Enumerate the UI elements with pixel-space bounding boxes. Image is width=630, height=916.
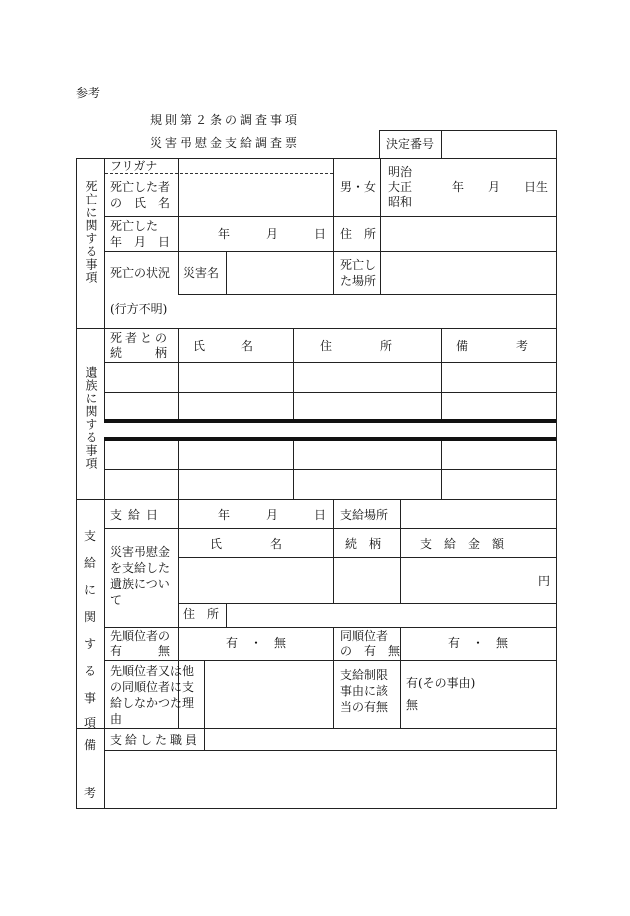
form-title: 災害弔慰金支給調査票 <box>150 136 301 150</box>
payment-heading-char: 給 <box>83 556 96 570</box>
prior-label-2: 有 無 <box>110 644 171 658</box>
era-taisho[interactable]: 大正 <box>388 180 413 194</box>
yen-unit: 円 <box>538 574 551 588</box>
decision-number-label: 決定番号 <box>386 137 435 151</box>
death-date-field[interactable]: 年 月 日 <box>218 227 327 241</box>
death-place-label-2: た場所 <box>340 274 377 288</box>
death-section-heading: 死亡に関する事項 <box>84 180 98 284</box>
disaster-name-label: 災害名 <box>183 266 220 280</box>
address-field[interactable] <box>382 218 554 250</box>
same-label-2: の 有 無 <box>340 644 401 658</box>
family-row[interactable] <box>105 364 555 391</box>
recipient-relation-field[interactable] <box>335 559 399 602</box>
relation-header-1: 死者との <box>110 331 171 345</box>
recipient-label-2: を支給した <box>110 561 171 575</box>
decision-number-field[interactable] <box>442 131 555 158</box>
death-date-label-1: 死亡した <box>110 219 159 233</box>
restrict-label-1: 支給制限 <box>340 668 389 682</box>
era-showa[interactable]: 昭和 <box>388 195 413 209</box>
family-section-heading: 遺族に関する事項 <box>84 366 98 470</box>
pay-date-field[interactable]: 年 月 日 <box>218 508 327 522</box>
family-address-header: 住 所 <box>320 339 393 353</box>
restrict-label-2: 事由に該 <box>340 684 389 698</box>
pay-place-field[interactable] <box>402 501 554 527</box>
reason-label-4: 由 <box>110 712 123 726</box>
situation-detail-field[interactable] <box>180 296 554 327</box>
birth-date-field[interactable]: 年 月 日生 <box>452 180 549 194</box>
deceased-name-label-2: の 氏 名 <box>110 196 171 210</box>
recipient-label-3: 遺族につい <box>110 577 170 591</box>
pay-date-label: 支給日 <box>110 508 165 522</box>
sex-selector[interactable]: 男・女 <box>340 180 377 194</box>
same-label-1: 同順位者 <box>340 629 389 643</box>
payment-heading-char: 項 <box>83 716 96 730</box>
restrict-yes-option[interactable]: 有(その事由) <box>406 676 476 690</box>
recipient-label-1: 災害弔慰金 <box>110 545 171 559</box>
payment-heading-char: る <box>83 664 96 678</box>
prior-label-1: 先順位者の <box>110 629 171 643</box>
restrict-label-3: 当の有無 <box>340 700 389 714</box>
amount-header: 支 給 金 額 <box>420 537 505 551</box>
restrict-no-option[interactable]: 無 <box>406 698 419 712</box>
payment-heading-char: す <box>83 637 96 651</box>
disaster-name-field[interactable] <box>228 253 332 293</box>
recipient-relation-header: 続 柄 <box>345 537 382 551</box>
death-place-label-1: 死亡し <box>340 258 377 272</box>
payment-heading-char: に <box>83 583 96 597</box>
remarks-field[interactable] <box>106 752 554 807</box>
deceased-name-field[interactable] <box>180 175 332 215</box>
death-date-label-2: 年 月 日 <box>110 235 171 249</box>
payment-heading-char: 事 <box>83 691 96 705</box>
family-remarks-header: 備 考 <box>456 339 529 353</box>
remarks-heading-2: 考 <box>84 786 97 800</box>
address-label: 住 所 <box>340 227 377 241</box>
recipient-address-label: 住 所 <box>183 607 220 621</box>
family-name-header: 氏 名 <box>193 339 254 353</box>
payment-heading-char: 関 <box>83 610 96 624</box>
prior-yes-no[interactable]: 有 ・ 無 <box>226 636 287 650</box>
official-label: 支給した職員 <box>110 733 201 747</box>
recipient-label-4: て <box>110 593 123 607</box>
official-field[interactable] <box>206 730 554 749</box>
pay-place-label: 支給場所 <box>340 508 389 522</box>
recipient-name-header: 氏 名 <box>210 537 283 551</box>
payment-heading-char: 支 <box>83 529 96 543</box>
deceased-name-label-1: 死亡した者 <box>110 180 171 194</box>
family-row[interactable] <box>105 442 555 468</box>
recipient-name-field[interactable] <box>180 559 332 602</box>
reason-label-3: 給しなかつた理 <box>110 696 195 710</box>
furigana-label: フリガナ <box>110 159 158 173</box>
family-row[interactable] <box>105 471 555 498</box>
death-place-field[interactable] <box>382 253 554 293</box>
form-subtitle: 規則第２条の調査事項 <box>150 113 301 127</box>
relation-header-2: 続 柄 <box>110 346 171 360</box>
family-row[interactable] <box>105 394 555 418</box>
missing-label: (行方不明) <box>110 302 168 316</box>
reference-label: 参考 <box>76 86 101 100</box>
era-meiji[interactable]: 明治 <box>388 165 413 179</box>
reason-label-1: 先順位者又は他 <box>110 664 195 678</box>
reason-label-2: の同順位者に支 <box>110 680 195 694</box>
recipient-address-field[interactable] <box>228 605 554 626</box>
payment-section-heading <box>83 505 97 730</box>
family-row-cut-marker <box>104 423 556 437</box>
same-yes-no[interactable]: 有 ・ 無 <box>448 636 509 650</box>
furigana-field[interactable] <box>180 159 332 173</box>
amount-field[interactable] <box>402 559 536 602</box>
death-situation-label: 死亡の状況 <box>110 266 171 280</box>
remarks-heading-1: 備 <box>84 738 97 752</box>
reason-field[interactable] <box>206 662 332 727</box>
